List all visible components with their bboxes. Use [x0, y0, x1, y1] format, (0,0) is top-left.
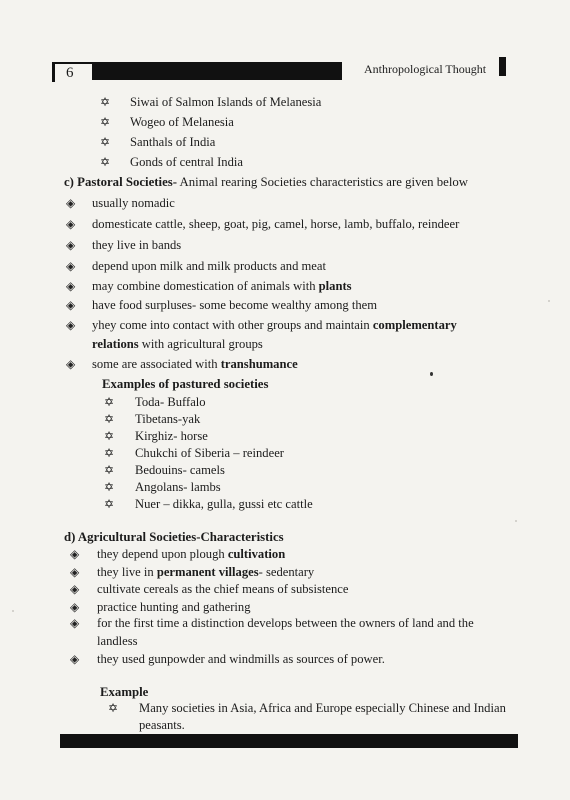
diamond-bullet-icon: ◈ [70, 652, 80, 666]
diamond-bullet-icon: ◈ [70, 600, 80, 614]
diamond-bullet-icon: ◈ [66, 259, 76, 273]
header-mark [499, 57, 506, 76]
document-page: 6 Anthropological Thought ✡ Siwai of Salmon Islands of Melanesia ✡ Wogeo of Melanesia ✡ Santhals of India ✡ Gonds of central India c) Pastoral Societies- Animal rearing Societies characteristics are given below ◈ usually nomadic ◈ domesticate cattle, sheep, goat, pig, camel, horse, lamb, buffalo, reindeer ◈ they live in bands ◈ depend upon milk and milk products and meat ◈ may combine domestication of animals with plants ◈ have food surpluses- some become wealthy among them ◈ yhey come into contact with other groups and maintain complementary relations with agricultural groups ◈ some are associated with transhumance Examples of pastured societies ✡ Toda- Buffalo ✡ Tibetans-yak ✡ Kirghiz- horse ✡ Chukchi of Siberia – reindeer ✡ Bedouins- camels ✡ Angolans- lambs ✡ Nuer – dikka, gulla, gussi etc cattle d) Agricultural Societies-Characteristics ◈ they depend upon plough cultivation ◈ they live in permanent villages- sedentary ◈ cultivate cereals as the chief means of subsistence ◈ practice hunting and gathering ◈ for the first time a distinction develops between the owners of land and the landless ◈ they used gunpowder and windmills as sources of power. Example ✡ Many societies in Asia, Africa and Europe especially Chinese and Indian peasants. [0, 0, 570, 800]
diamond-bullet-icon: ◈ [70, 582, 80, 596]
star-of-david-icon: ✡ [104, 446, 115, 460]
section-heading-agricultural: d) Agricultural Societies-Characteristics [64, 530, 284, 544]
star-of-david-icon: ✡ [100, 115, 111, 129]
star-of-david-icon: ✡ [100, 135, 111, 149]
diamond-bullet-icon: ◈ [66, 318, 76, 332]
star-of-david-icon: ✡ [104, 480, 115, 494]
scan-speck [515, 520, 517, 522]
diamond-bullet-icon: ◈ [70, 547, 80, 561]
footer-bar [60, 734, 518, 748]
scan-speck [430, 372, 433, 376]
example-heading: Example [100, 685, 149, 699]
diamond-bullet-icon: ◈ [66, 238, 76, 252]
diamond-bullet-icon: ◈ [66, 217, 76, 231]
star-of-david-icon: ✡ [100, 155, 111, 169]
diamond-bullet-icon: ◈ [66, 298, 76, 312]
diamond-bullet-icon: ◈ [66, 196, 76, 210]
star-of-david-icon: ✡ [104, 412, 115, 426]
examples-heading: Examples of pastured societies [102, 377, 269, 391]
section-heading-pastoral: c) Pastoral Societies- Animal rearing Societies characteristics are given below [64, 175, 469, 189]
running-title: Anthropological Thought [364, 62, 487, 76]
diamond-bullet-icon: ◈ [66, 357, 76, 371]
scan-speck [12, 610, 14, 612]
star-of-david-icon: ✡ [104, 395, 115, 409]
star-of-david-icon: ✡ [104, 429, 115, 443]
star-of-david-icon: ✡ [108, 701, 119, 715]
diamond-bullet-icon: ◈ [70, 616, 80, 630]
header-bar [52, 62, 342, 80]
star-of-david-icon: ✡ [104, 497, 115, 511]
diamond-bullet-icon: ◈ [70, 565, 80, 579]
page-number: 6 [66, 65, 74, 81]
star-of-david-icon: ✡ [100, 95, 111, 109]
scan-speck [548, 300, 550, 302]
diamond-bullet-icon: ◈ [66, 279, 76, 293]
star-of-david-icon: ✡ [104, 463, 115, 477]
